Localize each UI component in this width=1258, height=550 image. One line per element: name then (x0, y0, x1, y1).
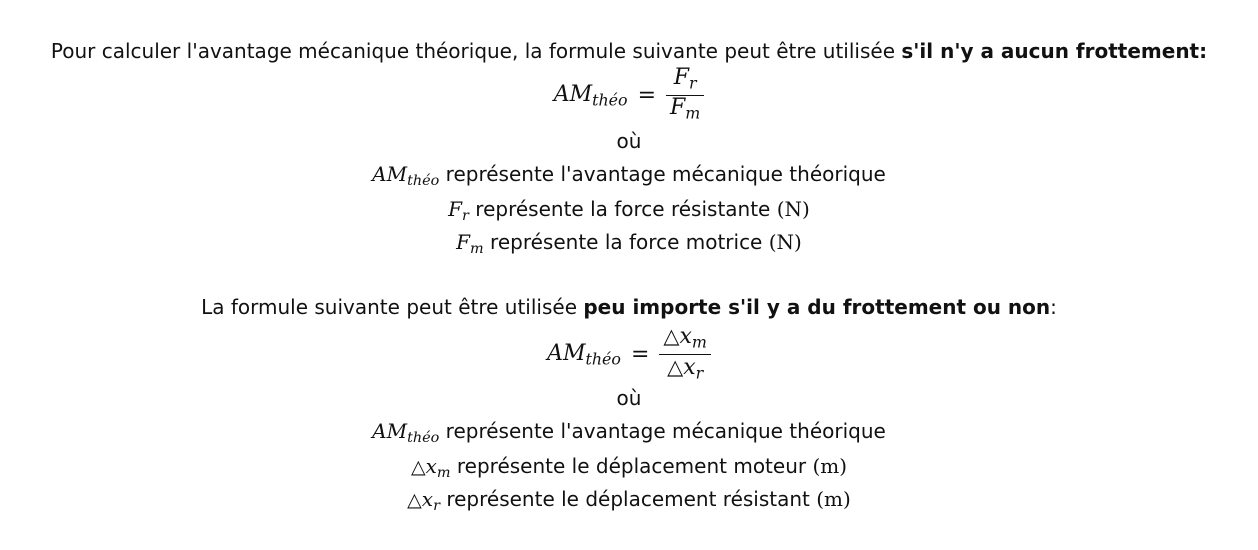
formula2-numerator-symbol: x (679, 324, 692, 349)
def2-1-text: représente l'avantage mécanique théorique (439, 419, 886, 443)
section1-definition-3 (0, 229, 1258, 262)
section1-intro-emphasis: s'il n'y a aucun frottement: (901, 39, 1208, 63)
def2-3-unit: (m) (816, 487, 851, 511)
def1-1-text: représente l'avantage mécanique théorique (439, 162, 886, 186)
formula2-fraction (659, 324, 711, 386)
section2-definition-2 (0, 453, 1258, 486)
def1-1-symbol (372, 162, 440, 190)
formula1-numerator (670, 66, 701, 95)
formula2-denominator-delta: △ (667, 355, 684, 380)
formula2-denominator (663, 355, 707, 385)
def2-2-unit: (m) (812, 454, 848, 478)
section1-intro-text: Pour calculer l'avantage mécanique théorique, la formule suivante peut être utilisée (50, 39, 902, 63)
formula2-denominator-subscript: r (695, 363, 704, 383)
formula1-numerator-symbol: F (673, 65, 689, 90)
def2-1-symbol-main: AM (372, 419, 408, 443)
formula2-lhs-symbol: AM (547, 341, 586, 367)
def2-3-symbol-subscript: r (433, 498, 440, 515)
def2-2-symbol-subscript: m (436, 465, 451, 482)
section2-formula (0, 324, 1258, 386)
def1-2-unit: (N) (776, 197, 810, 221)
formula1-denominator-symbol: F (670, 95, 686, 121)
def2-1-symbol-subscript: théo (407, 430, 440, 447)
formula1-lhs-subscript: théo (592, 90, 628, 110)
def2-3-text: représente le déplacement résistant (439, 487, 817, 511)
formula1-lhs (554, 82, 628, 109)
def2-2-text: représente le déplacement moteur (450, 454, 813, 478)
def2-3-delta: △ (407, 489, 422, 511)
formula2-equals: = (630, 342, 650, 368)
section2-intro-emphasis: peu importe s'il y a du frottement ou non (583, 295, 1051, 319)
section1-where: où (616, 129, 642, 153)
def2-2-delta: △ (410, 456, 426, 478)
def2-2-symbol-main: x (425, 454, 437, 478)
section1-intro (0, 38, 1258, 64)
formula1-lhs-symbol: AM (553, 82, 593, 108)
def1-3-text: représente la force motrice (483, 230, 769, 254)
section2-intro-text: La formule suivante peut être utilisée (201, 295, 584, 319)
def2-3-symbol (407, 487, 440, 515)
def1-2-symbol (448, 197, 469, 225)
formula2-numerator-delta: △ (663, 324, 680, 348)
formula1-denominator (666, 96, 704, 125)
section2-where: où (616, 386, 642, 410)
def1-2-text: représente la force résistante (468, 197, 777, 221)
section2-intro (0, 294, 1258, 320)
formula1-equals: = (637, 83, 657, 109)
formula2-lhs-subscript: théo (585, 349, 621, 369)
formula2-numerator (659, 324, 711, 354)
def1-3-symbol-subscript: m (470, 241, 484, 258)
section2-definition-1 (0, 418, 1258, 451)
section2-intro-suffix: : (1050, 295, 1057, 319)
formula1-denominator-subscript: m (685, 103, 701, 123)
section2-formula-expression (547, 324, 711, 386)
def2-3-symbol-main: x (421, 487, 434, 511)
section1-definition-2 (0, 196, 1258, 229)
formula1-fraction (666, 66, 704, 126)
def1-3-unit: (N) (768, 230, 802, 254)
def1-3-symbol (456, 230, 484, 258)
def1-2-symbol-subscript: r (462, 208, 469, 225)
def1-3-symbol-main: F (456, 230, 471, 254)
def2-2-symbol (410, 454, 451, 482)
section2-definition-3 (0, 486, 1258, 519)
def2-1-symbol (372, 419, 440, 447)
def1-2-symbol-main: F (448, 197, 463, 221)
section1-formula-expression (554, 66, 705, 126)
formula2-numerator-subscript: m (691, 332, 707, 352)
def1-1-symbol-main: AM (372, 162, 408, 186)
formula2-lhs (547, 341, 621, 368)
def1-1-symbol-subscript: théo (407, 173, 440, 190)
formula2-denominator-symbol: x (683, 355, 696, 381)
section1-definition-1 (0, 161, 1258, 194)
formula1-numerator-subscript: r (689, 73, 697, 93)
section1-formula (0, 66, 1258, 126)
